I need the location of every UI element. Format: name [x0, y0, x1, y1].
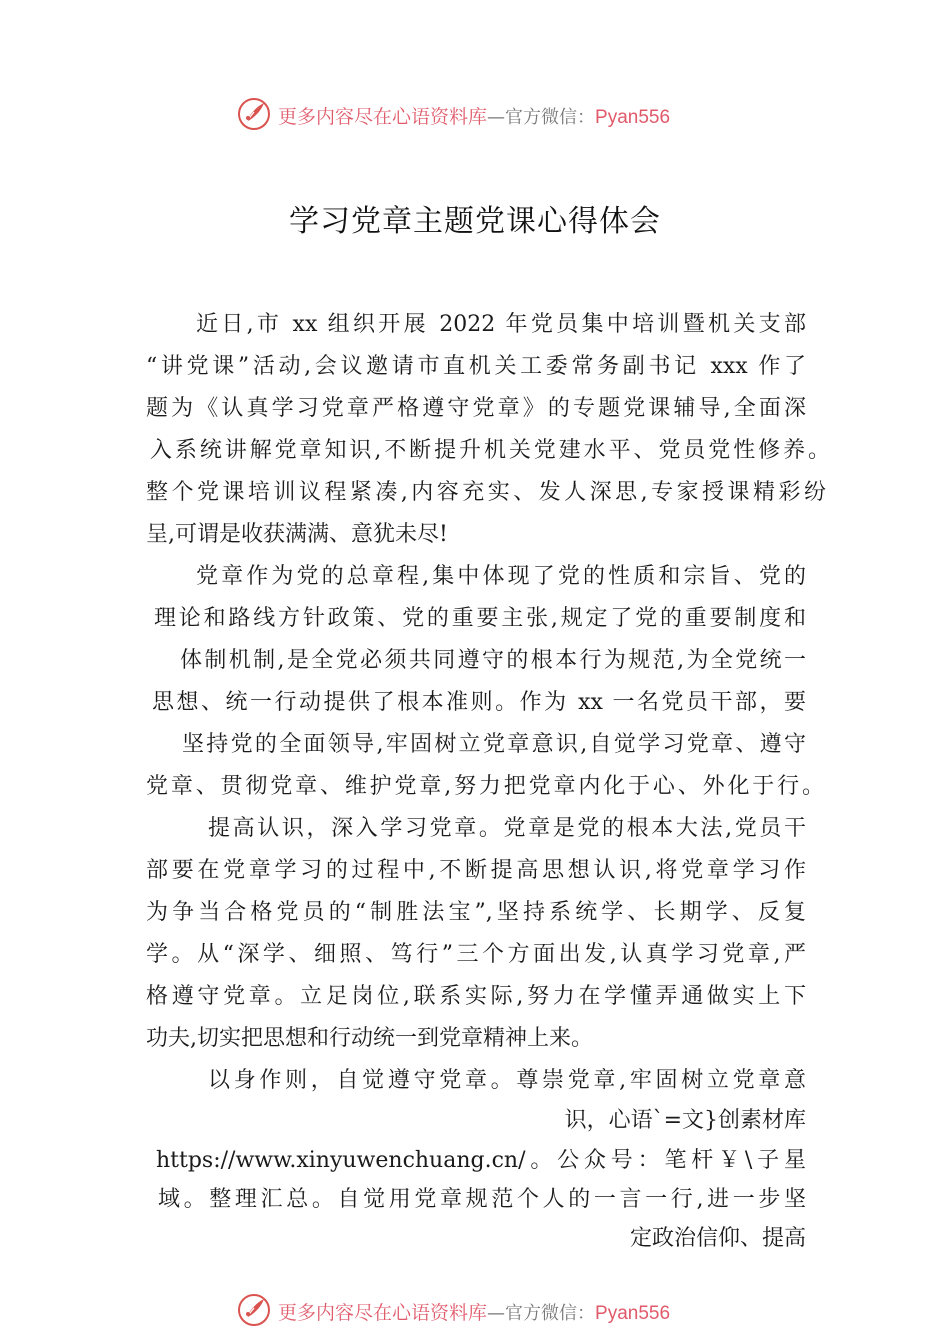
body-line: 党章、贯彻党章、维护党章,努力把党章内化于心、外化于行。 — [146, 774, 824, 799]
body-line: 识，心语`=文}创素材库 — [564, 1108, 806, 1133]
body-line: 题为《认真学习党章严格遵守党章》的专题党课辅导,全面深 — [146, 396, 806, 421]
quill-logo-icon — [236, 96, 272, 132]
banner-handle: Pyan556 — [595, 1303, 671, 1324]
body-line: 部要在党章学习的过程中,不断提高思想认识,将党章学习作 — [146, 858, 806, 883]
body-line: 格遵守党章。立足岗位,联系实际,努力在学懂弄通做实上下 — [146, 984, 806, 1009]
body-line: 为争当合格党员的“制胜法宝”,坚持系统学、长期学、反复 — [146, 900, 806, 925]
body-line: 域。整理汇总。自觉用党章规范个人的一言一行,进一步坚 — [158, 1187, 806, 1212]
body-line: 学。从“深学、细照、笃行”三个方面出发,认真学习党章,严 — [146, 942, 806, 967]
body-line: 以身作则，自觉遵守党章。尊崇党章,牢固树立党章意 — [208, 1068, 806, 1093]
document-title: 学习党章主题党课心得体会 — [289, 204, 661, 239]
body-line: 思想、统一行动提供了根本准则。作为 xx 一名党员干部，要 — [152, 690, 806, 715]
footer-watermark-banner — [0, 1290, 950, 1330]
body-line: 理论和路线方针政策、党的重要主张,规定了党的重要制度和 — [154, 606, 806, 631]
body-line: 呈,可谓是收获满满、意犹未尽! — [146, 522, 448, 547]
banner-brand: 更多内容尽在心语资料库 — [278, 106, 488, 128]
banner-separator: — — [487, 1303, 506, 1324]
body-line: 功夫,切实把思想和行动统一到党章精神上来。 — [146, 1026, 593, 1051]
banner-separator: — — [487, 107, 506, 128]
body-line: 体制机制,是全党必须共同遵守的根本行为规范,为全党统一 — [180, 648, 806, 673]
banner-label: 官方微信： — [505, 107, 596, 128]
banner-label: 官方微信： — [505, 1303, 596, 1324]
banner-text — [278, 1298, 670, 1325]
body-line: 入系统讲解党章知识,不断提升机关党建水平、党员党性修养。 — [150, 438, 830, 463]
banner-handle: Pyan556 — [595, 107, 671, 128]
body-line: “讲党课”活动,会议邀请市直机关工委常务副书记 xxx 作了 — [146, 354, 806, 379]
header-watermark-banner — [0, 94, 950, 134]
body-line: 近日,市 xx 组织开展 2022 年党员集中培训暨机关支部 — [196, 312, 806, 337]
body-line: 坚持党的全面领导,牢固树立党章意识,自觉学习党章、遵守 — [182, 732, 806, 757]
body-line: 党章作为党的总章程,集中体现了党的性质和宗旨、党的 — [196, 564, 806, 589]
banner-brand: 更多内容尽在心语资料库 — [278, 1302, 488, 1324]
body-line: 定政治信仰、提高 — [629, 1226, 806, 1251]
banner-text — [278, 102, 670, 129]
body-line: 提高认识，深入学习党章。党章是党的根本大法,党员干 — [208, 816, 806, 841]
quill-logo-icon — [236, 1292, 272, 1328]
body-line: https://www.xinyuwenchuang.cn/。公众号：笔杆￥\子星 — [156, 1148, 806, 1173]
body-line: 整个党课培训议程紧凑,内容充实、发人深思,专家授课精彩纷 — [146, 480, 826, 505]
